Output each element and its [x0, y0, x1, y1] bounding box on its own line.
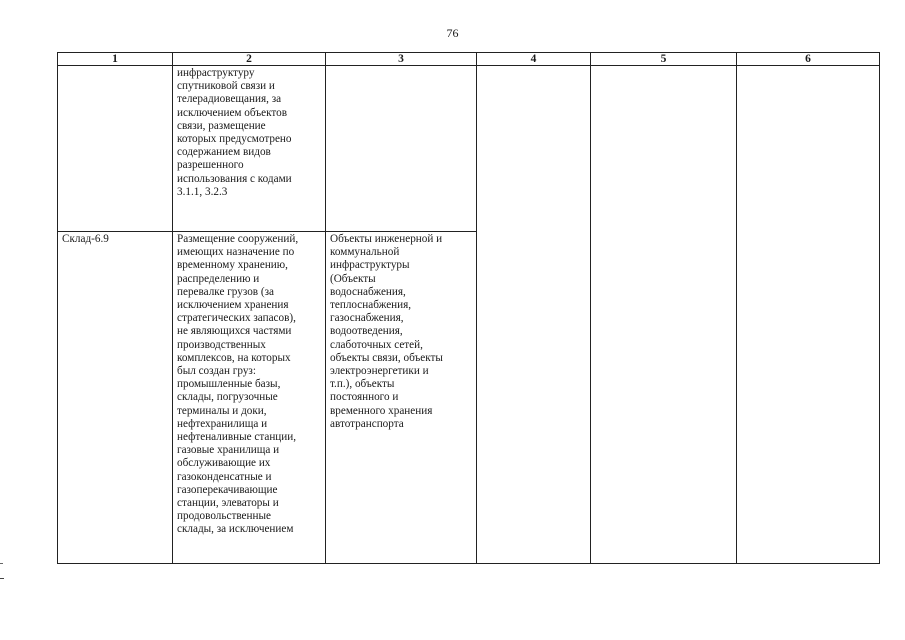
table-cell [326, 232, 477, 564]
table-cell [591, 232, 737, 564]
table-header-row [58, 53, 880, 66]
header-col-1: 1 [58, 53, 173, 66]
cell-text: Склад-6.9 [62, 233, 109, 245]
header-col-6: 6 [737, 53, 880, 66]
table-cell [58, 232, 173, 564]
land-use-table [57, 52, 880, 564]
table-cell [173, 66, 326, 232]
cell-text: Объекты инженерной и коммунальной инфраструктуры (Объекты водоснабжения, теплоснабжения, газоснабжения, водоотведения, слаботочных сетей, объекты связи, объекты электроэнергетики и т.п.), объекты постоянного и временного хранения автотранспорта [330, 233, 443, 430]
table-cell [591, 66, 737, 232]
table-cell [58, 66, 173, 232]
header-col-4: 4 [477, 53, 591, 66]
table-cell [477, 232, 591, 564]
scan-margin-mark [0, 563, 3, 564]
table-cell [173, 232, 326, 564]
table-row [58, 66, 880, 232]
table-cell [737, 66, 880, 232]
header-col-2: 2 [173, 53, 326, 66]
header-col-3: 3 [326, 53, 477, 66]
scan-margin-mark [0, 578, 4, 579]
table-cell [737, 232, 880, 564]
cell-text: инфраструктуру спутниковой связи и телерадиовещания, за исключением объектов связи, размещение которых предусмотрено содержанием видов разрешенного использования с кодами 3.1.1, 3.2.3 [177, 67, 292, 198]
table-row [58, 232, 880, 564]
cell-text: Размещение сооружений, имеющих назначение по временному хранению, распределению и перевалке грузов (за исключением хранения стратегических запасов), не являющихся частями производственных комплексов, на которых был создан груз: промышленные базы, склады, погрузочные терминалы и доки, нефтехранилища и нефтеналивные станции, газовые хранилища и обслуживающие их газоконденсатные и газоперекачивающие станции, элеваторы и продовольственные склады, за исключением [177, 233, 299, 536]
table-cell [326, 66, 477, 232]
header-col-5: 5 [591, 53, 737, 66]
page-number: 76 [446, 26, 459, 40]
table-cell [477, 66, 591, 232]
